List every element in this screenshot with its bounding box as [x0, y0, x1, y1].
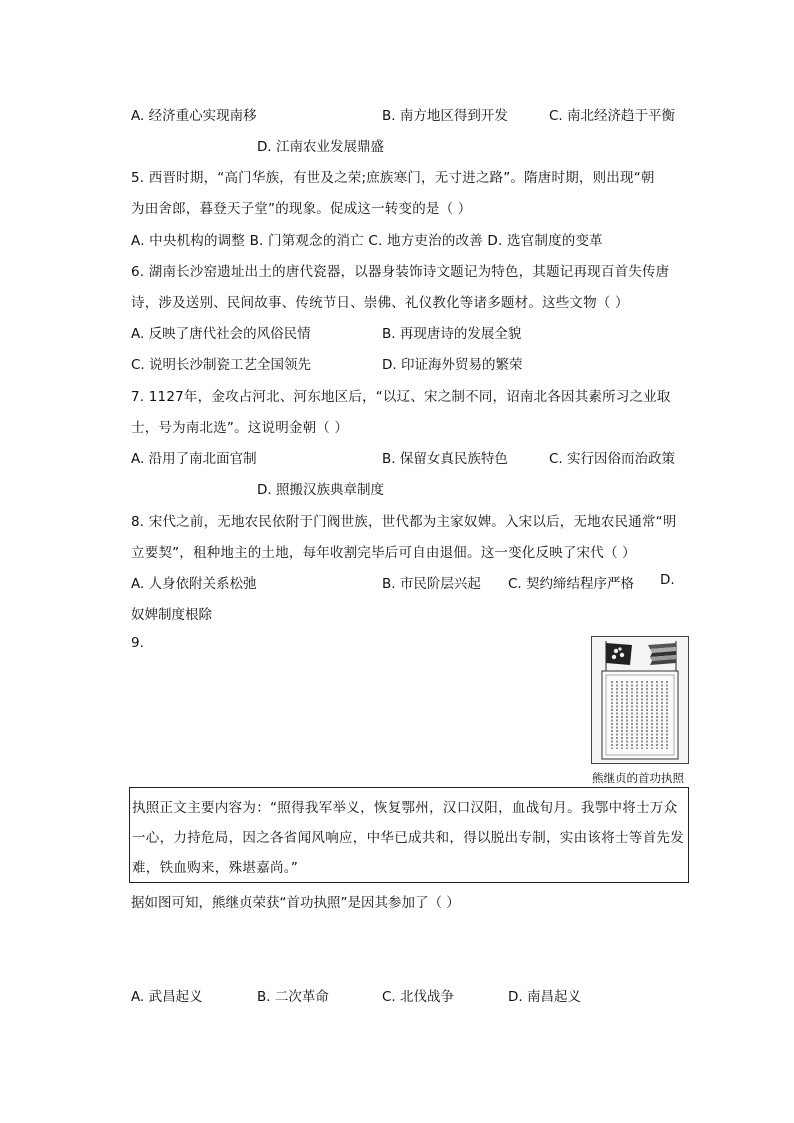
q6-option-c[interactable]: C. 说明长沙制瓷工艺全国领先 — [131, 357, 312, 373]
q5-options[interactable]: A. 中央机构的调整 B. 门第观念的消亡 C. 地方吏治的改善 D. 选官制度的变革 — [131, 233, 603, 249]
q7-option-b[interactable]: B. 保留女真民族特色 — [382, 451, 508, 467]
q9-option-a[interactable]: A. 武昌起义 — [131, 989, 203, 1005]
q8-option-c[interactable]: C. 契约缔结程序严格 — [508, 576, 635, 592]
license-photo — [591, 636, 689, 764]
q7-stem-line1: 7. 1127年，金攻占河北、河东地区后，“以辽、宋之制不同，诏南北各因其素所习之业取 — [131, 389, 671, 405]
q7-option-a[interactable]: A. 沿用了南北面官制 — [131, 451, 257, 467]
q5-stem-line1: 5. 西晋时期，“高门华族，有世及之荣;庶族寒门，无寸进之路”。隋唐时期，则出现“朝 — [131, 170, 655, 186]
q5-stem-line2: 为田舍郎，暮登天子堂”的现象。促成这一转变的是（ ） — [131, 201, 472, 217]
q4-option-b[interactable]: B. 南方地区得到开发 — [382, 108, 508, 124]
q9-stem: 据如图可知，熊继贞荣获“首功执照”是因其参加了（ ） — [131, 895, 460, 911]
q4-option-a[interactable]: A. 经济重心实现南移 — [131, 108, 257, 124]
q6-option-b[interactable]: B. 再现唐诗的发展全貌 — [382, 326, 522, 342]
q6-option-a[interactable]: A. 反映了唐代社会的风俗民情 — [131, 326, 311, 342]
q7-option-c[interactable]: C. 实行因俗而治政策 — [549, 451, 676, 467]
q8-option-b[interactable]: B. 市民阶层兴起 — [382, 576, 481, 592]
q6-stem-line2: 诗，涉及送别、民间故事、传统节日、崇佛、礼仪教化等诸多题材。这些文物（ ） — [131, 295, 629, 311]
q9-passage-line2: 一心，力持危局，因之各省闻风响应，中华已成共和，得以脱出专制，实由该将士等首先发 — [132, 830, 684, 846]
q6-stem-line1: 6. 湖南长沙窑遗址出土的唐代瓷器，以器身装饰诗文题记为特色，其题记再现百首失传唐 — [131, 264, 670, 280]
license-illustration — [592, 637, 688, 763]
q9-number: 9. — [131, 635, 144, 651]
q9-option-b[interactable]: B. 二次革命 — [257, 989, 329, 1005]
q4-option-d[interactable]: D. 江南农业发展鼎盛 — [257, 139, 384, 155]
q4-option-c[interactable]: C. 南北经济趋于平衡 — [549, 108, 676, 124]
q9-passage-line1: 执照正文主要内容为：“照得我军举义，恢复鄂州，汉口汉阳，血战旬月。我鄂中将士万众 — [132, 800, 678, 816]
q7-option-d[interactable]: D. 照搬汉族典章制度 — [257, 482, 384, 498]
license-caption: 熊继贞的首功执照 — [592, 771, 684, 785]
q9-option-d[interactable]: D. 南昌起义 — [508, 989, 581, 1005]
q8-stem-line1: 8. 宋代之前，无地农民依附于门阀世族，世代都为主家奴婢。入宋以后，无地农民通常“明 — [131, 514, 677, 530]
q8-option-d-prefix[interactable]: D. — [660, 572, 675, 588]
q7-stem-line2: 士，号为南北选”。这说明金朝（ ） — [131, 420, 349, 436]
q8-stem-line2: 立要契”，租种地主的土地，每年收割完毕后可自由退佃。这一变化反映了宋代（ ） — [131, 545, 636, 561]
q8-option-a[interactable]: A. 人身依附关系松弛 — [131, 576, 257, 592]
q6-option-d[interactable]: D. 印证海外贸易的繁荣 — [382, 357, 523, 373]
q9-option-c[interactable]: C. 北伐战争 — [382, 989, 455, 1005]
q9-passage-line3: 难，铁血购来，殊堪嘉尚。” — [132, 860, 299, 876]
q9-passage-box — [129, 787, 689, 883]
q8-option-d-text[interactable]: 奴婢制度根除 — [131, 607, 212, 623]
